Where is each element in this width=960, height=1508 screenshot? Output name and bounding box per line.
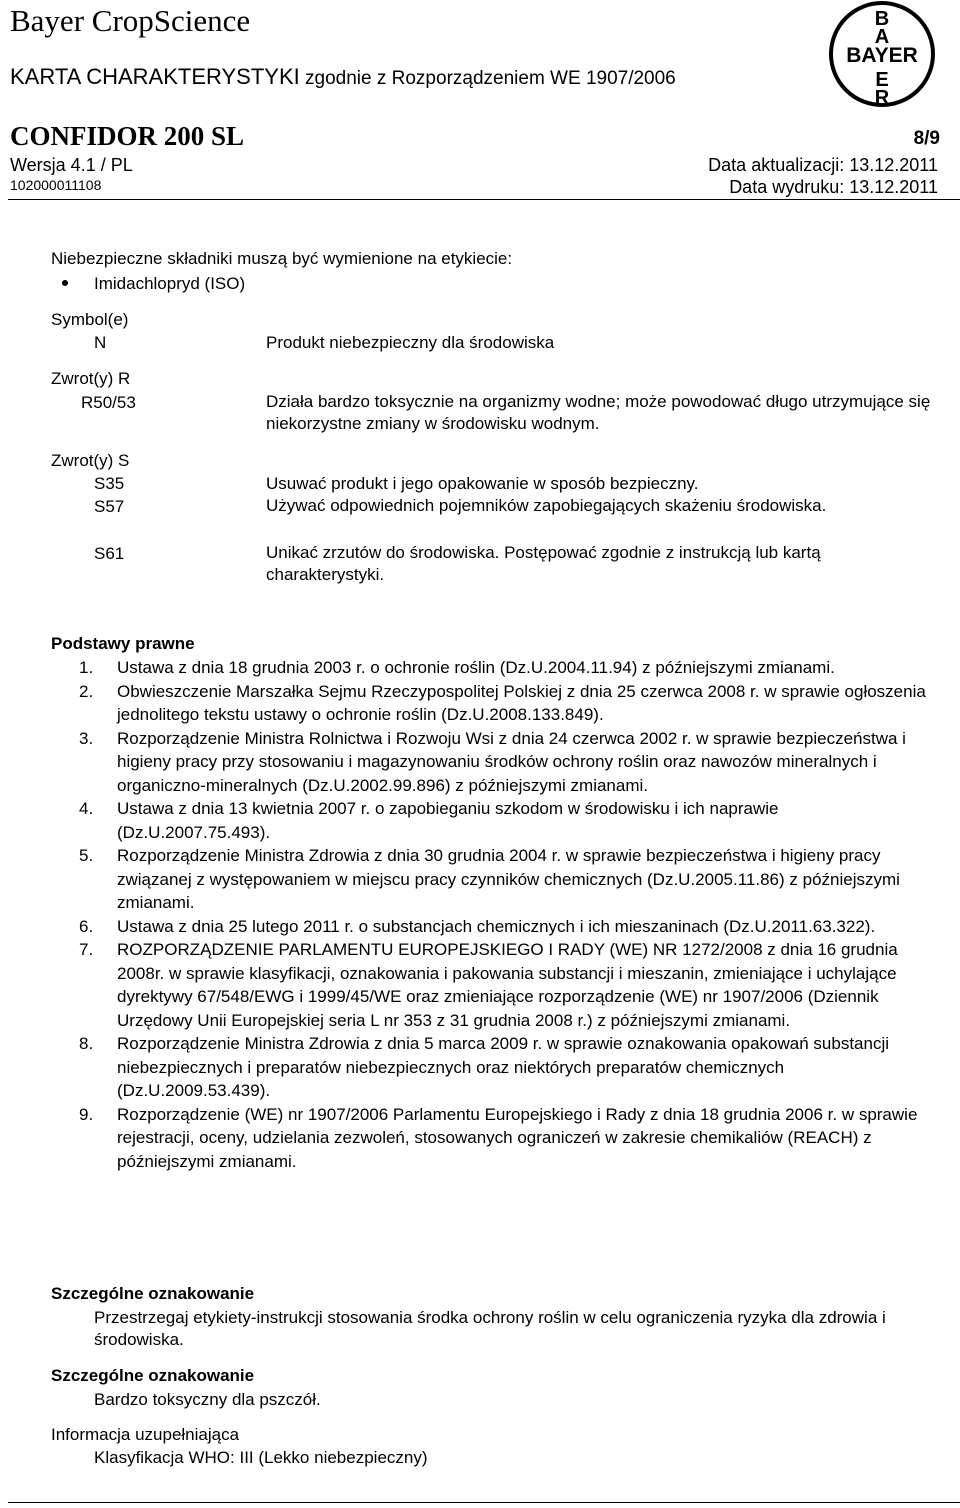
additional-info-text: Klasyfikacja WHO: III (Lekko niebezpieczny): [94, 1448, 428, 1467]
additional-info-title: Informacja uzupełniająca: [51, 1425, 240, 1444]
special-marking-title: Szczególne oznakowanie: [51, 1284, 255, 1303]
list-item: 2. Obwieszczenie Marszałka Sejmu Rzeczypospolitej Polskiej z dnia 25 czerwca 2008 r. w sprawie ogłoszenia jednolitego tekstu ustawy o ochronie roślin (Dz.U.2008.133.849).: [79, 681, 926, 724]
footer-divider: [8, 1502, 960, 1503]
karta-title: KARTA CHARAKTERYSTYKI: [10, 64, 300, 89]
logo-word-bayer: BAYER: [846, 44, 918, 67]
page-number: 8/9: [913, 128, 940, 149]
symbol-code: N: [94, 333, 107, 352]
logo-letter-a: A: [874, 26, 890, 48]
list-item: 1. Ustawa z dnia 18 grudnia 2003 r. o ochronie roślin (Dz.U.2004.11.94) z późniejszymi zmianami.: [79, 658, 835, 677]
list-item: 8. Rozporządzenie Ministra Zdrowia z dnia 5 marca 2009 r. w sprawie oznakowania opakowań substancji niebezpiecznych i preparatów niebezpiecznych oraz niektórych preparatów chemicznych (Dz.U.2009.53.439).: [79, 1034, 890, 1100]
r-phrase-text: Działa bardzo toksycznie na organizmy wodne; może powodować długo utrzymujące się niekorzystne zmiany w środowisku wodnym.: [266, 392, 931, 433]
regulation-reference: zgodnie z Rozporządzeniem WE 1907/2006: [305, 68, 676, 89]
list-item: 6. Ustawa z dnia 25 lutego 2011 r. o substancjach chemicznych i ich mieszaninach (Dz.U.2011.63.322).: [79, 916, 876, 936]
special-marking-title-2: Szczególne oznakowanie: [51, 1366, 255, 1385]
logo-letter-e: E: [875, 69, 889, 91]
s-phrase-code-s35: S35: [94, 474, 125, 493]
document-type: [10, 64, 676, 90]
bullet-icon: [62, 280, 68, 286]
list-item: 9. Rozporządzenie (WE) nr 1907/2006 Parlamentu Europejskiego i Rady z dnia 18 grudnia 2006 r. w sprawie rejestracji, oceny, udzielania zezwoleń, stosowanych ograniczeń w zakresie chemikaliów (REACH) z późniejszymi zmianami.: [79, 1104, 918, 1171]
s-phrase-text-s57: Używać odpowiednich pojemników zapobiegających skażeniu środowiska.: [266, 496, 827, 515]
s-phrase-code-s57: S57: [94, 497, 125, 516]
bayer-cross-logo-icon: [828, 0, 936, 108]
document-code: 102000011108: [10, 177, 102, 193]
version: Wersja 4.1 / PL: [10, 155, 133, 175]
list-item: 5. Rozporządzenie Ministra Zdrowia z dnia 30 grudnia 2004 r. w sprawie bezpieczeństwa i higieny pracy związanej z występowaniem w miejscu pracy czynników chemicznych (Dz.U.2005.11.86) z późniejszymi zmianami.: [79, 846, 900, 912]
r-phrase-code: R50/53: [81, 393, 136, 412]
update-date: Data aktualizacji: 13.12.2011: [708, 155, 938, 175]
company-name: Bayer CropScience: [10, 3, 251, 38]
s-phrase-code-s61: S61: [94, 544, 125, 563]
s-phrase-label: Zwrot(y) S: [51, 451, 130, 470]
symbol-text: Produkt niebezpieczny dla środowiska: [266, 333, 555, 352]
print-date: Data wydruku: 13.12.2011: [729, 177, 938, 197]
product-name: CONFIDOR 200 SL: [10, 121, 245, 151]
s-phrase-text-s35: Usuwać produkt i jego opakowanie w sposób bezpieczny.: [266, 474, 699, 493]
special-marking-text: Przestrzegaj etykiety-instrukcji stosowania środka ochrony roślin w celu ograniczenia ryzyka dla zdrowia i środowiska.: [94, 1308, 886, 1349]
special-marking-text-2: Bardzo toksyczny dla pszczół.: [94, 1390, 321, 1409]
r-phrase-label: Zwrot(y) R: [51, 369, 131, 388]
list-item: 3. Rozporządzenie Ministra Rolnictwa i Rozwoju Wsi z dnia 24 czerwca 2002 r. w sprawie bezpieczeństwa i higieny pracy przy stosowaniu i magazynowaniu środków ochrony roślin oraz nawozów mineralnych i organiczno-mineralnych (Dz.U.2002.99.896) z późniejszymi zmianami.: [79, 728, 906, 795]
list-item: 7. ROZPORZĄDZENIE PARLAMENTU EUROPEJSKIEGO I RADY (WE) NR 1272/2008 z dnia 16 grudnia 2008r. w sprawie klasyfikacji, oznakowania i pakowania substancji i mieszanin, zmieniające i uchylające dyrektywy 67/548/EWG i 1999/45/WE oraz zmieniające rozporządzenie (WE) nr 1907/2006 (Dziennik Urzędowy Unii Europejskiej seria L nr 353 z 31 grudnia 2008 r.) z późniejszymi zmianami.: [79, 940, 898, 1030]
s-phrase-text-s61: Unikać zrzutów do środowiska. Postępować zgodnie z instrukcją lub kartą charakterystyki.: [266, 543, 821, 584]
legal-basis-list: [75, 656, 935, 1173]
legal-basis-title: Podstawy prawne: [51, 634, 195, 653]
header-divider: [8, 199, 960, 200]
hazard-intro: Niebezpieczne składniki muszą być wymienione na etykiecie:: [51, 249, 513, 268]
logo-letter-b: B: [874, 8, 890, 30]
logo-letter-r: R: [874, 87, 890, 108]
hazard-ingredient: Imidachlopryd (ISO): [94, 274, 246, 293]
list-item: 4. Ustawa z dnia 13 kwietnia 2007 r. o zapobieganiu szkodom w środowisku i ich naprawie (Dz.U.2007.75.493).: [79, 799, 779, 842]
symbol-label: Symbol(e): [51, 310, 129, 329]
